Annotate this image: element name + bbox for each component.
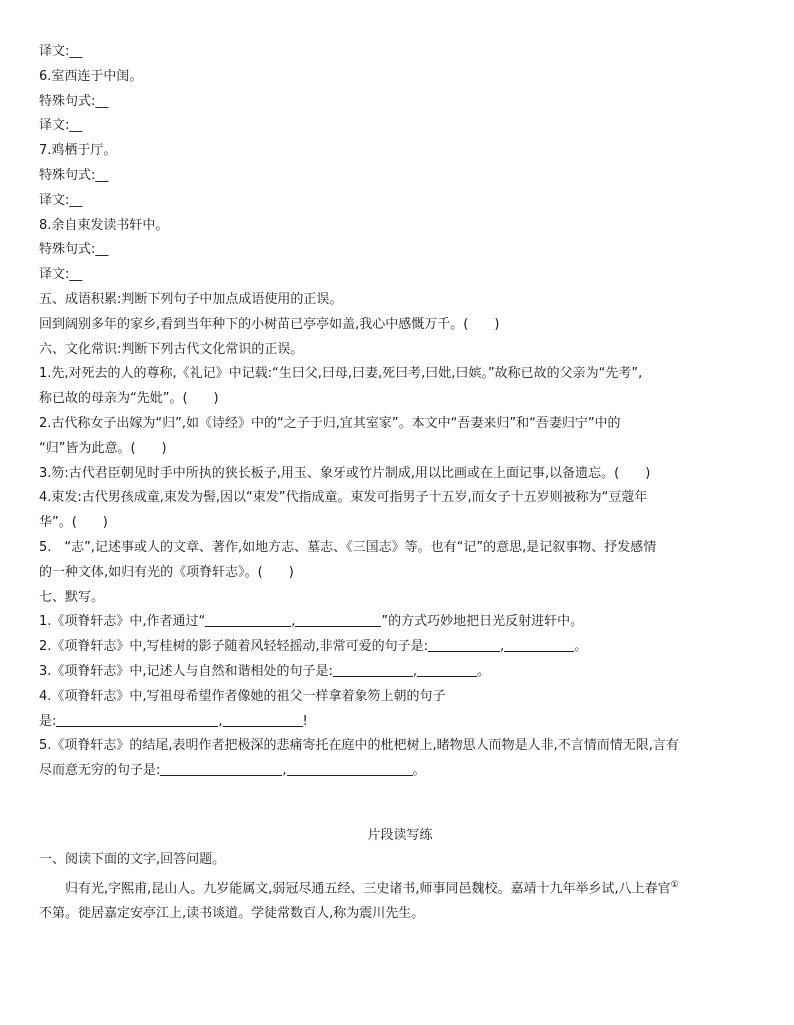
answer-blank[interactable] [428,636,500,652]
section-6-q4: 4.束发:古代男孩成童,束发为髻,因以“束发”代指成童。束发可指男子十五岁,而女子十五岁则被称为“豆蔻年 [39,490,648,506]
worksheet-page [39,40,761,927]
translation-line: 译文:__ [39,192,83,208]
section-6-q2-cont: “归”皆为此意。( ) [39,440,167,456]
answer-blank[interactable] [417,661,477,677]
answer-blank[interactable] [333,661,413,677]
section-7-q3: 3.《项脊轩志》中,记述人与自然和谐相处的句子是: , 。 [39,660,761,685]
section-7-q4-cont: 是: , ! [39,710,761,735]
section-title: 片段读写练 [367,827,433,843]
section-7-q5-cont: 尽而意无穷的句子是: , 。 [39,759,761,784]
answer-blank[interactable] [504,636,574,652]
question-6: 6.室西连于中闺。 [39,68,143,84]
reading-paragraph-cont: 不第。徙居嘉定安亭江上,读书谈道。学徒常数百人,称为震川先生。 [39,905,425,921]
section-7-q4: 4.《项脊轩志》中,写祖母希望作者像她的祖父一样拿着象笏上朝的句子 [39,688,446,704]
reading-heading: 一、阅读下面的文字,回答问题。 [39,851,226,867]
section-6-q1-cont: 称已故的母亲为“先妣”。( ) [39,391,219,407]
section-6-q4-cont: 华”。( ) [39,515,108,531]
section-6-q5: 5. “志”,记述事或人的文章、著作,如地方志、墓志、《三国志》等。也有“记”的意思,是记叙事物、抒发感情 [39,539,657,555]
section-6-q1: 1.先,对死去的人的尊称,《礼记》中记载:“生曰父,曰母,曰妻,死曰考,曰妣,曰嫔。”故称已故的父亲为“先考”, [39,366,643,382]
answer-blank[interactable] [295,611,381,627]
question-8: 8.余自束发读书轩中。 [39,217,169,233]
section-5-question: 回到阔别多年的家乡,看到当年种下的小树苗已亭亭如盖,我心中感慨万千。( ) [39,316,500,332]
section-6-q5-cont: 的一种文体,如归有光的《项脊轩志》。( ) [39,564,294,580]
section-7-heading: 七、默写。 [39,589,105,605]
section-7-q1: 1.《项脊轩志》中,作者通过“ , ”的方式巧妙地把日光反射进轩中。 [39,610,761,635]
special-sentence-line: 特殊句式:__ [39,167,109,183]
section-6-heading: 六、文化常识:判断下列古代文化常识的正误。 [39,341,304,357]
special-sentence-line: 特殊句式:__ [39,242,109,258]
reading-paragraph: 归有光,字熙甫,昆山人。九岁能属文,弱冠尽通五经、三史诸书,师事同邑魏校。嘉靖十九年举乡试,八上春官① [65,879,679,897]
answer-blank[interactable] [223,711,303,727]
answer-blank[interactable] [56,711,218,727]
section-7-q2: 2.《项脊轩志》中,写桂树的影子随着风轻轻摇动,非常可爱的句子是: , 。 [39,635,761,660]
special-sentence-line: 特殊句式:__ [39,93,109,109]
answer-blank[interactable] [160,760,282,776]
translation-line: 译文:__ [39,118,83,134]
section-7-q5: 5.《项脊轩志》的结尾,表明作者把极深的悲痛寄托在庭中的枇杷树上,睹物思人而物是人非,不言情而情无限,言有 [39,738,679,754]
section-6-q2: 2.古代称女子出嫁为“归”,如《诗经》中的“之子于归,宜其室家”。本文中“吾妻来归”和“吾妻归宁”中的 [39,415,621,431]
translation-line: 译文:__ [39,267,83,283]
question-7: 7.鸡栖于厅。 [39,143,117,159]
answer-blank[interactable] [205,611,291,627]
section-6-q3: 3.笏:古代君臣朝见时手中所执的狭长板子,用玉、象牙或竹片制成,用以比画或在上面记事,以备遗忘。( ) [39,465,651,481]
footnote-marker: ① [670,879,679,890]
translation-line: 译文:__ [39,44,83,59]
section-5-heading: 五、成语积累:判断下列句子中加点成语使用的正误。 [39,291,343,307]
answer-blank[interactable] [287,760,413,776]
